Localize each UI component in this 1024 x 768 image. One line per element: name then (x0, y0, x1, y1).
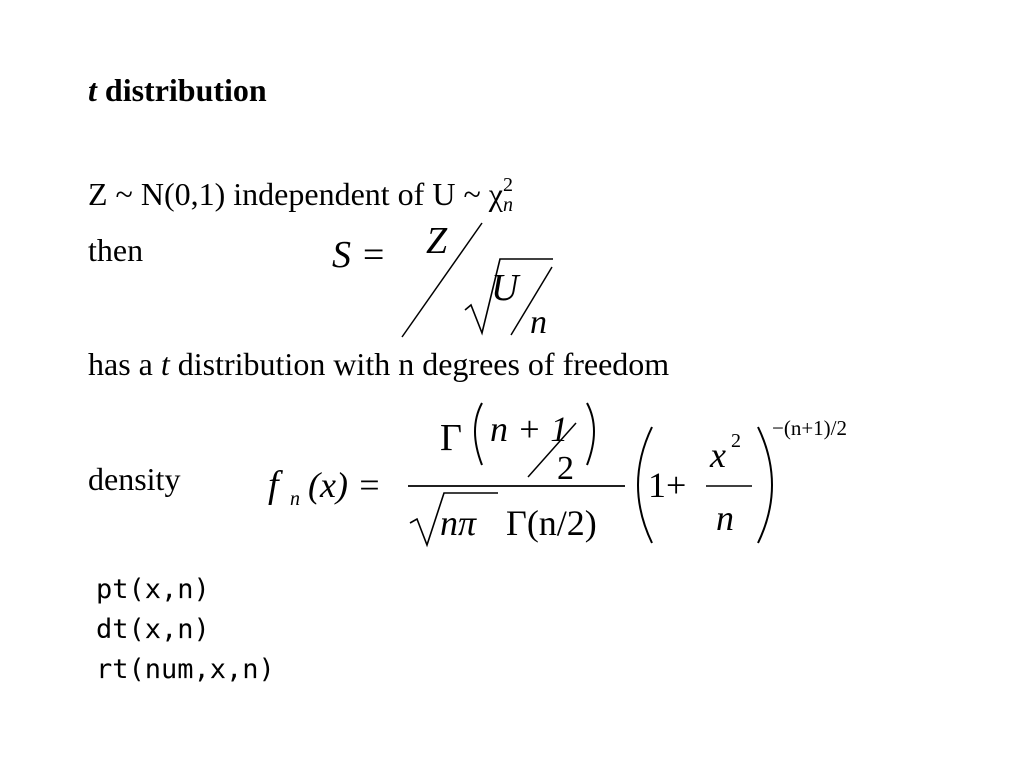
chi-subscript: n (502, 194, 513, 216)
chi-superscript: 2 (502, 174, 513, 196)
definition-line (88, 174, 513, 217)
page-title (88, 72, 267, 109)
s-formula (320, 215, 570, 345)
density-f: f (268, 464, 279, 506)
big-right-paren (758, 427, 772, 543)
top-denominator: 2 (557, 450, 574, 487)
sqrt-argument: nπ (440, 503, 477, 543)
r-code-block (96, 570, 275, 690)
gamma-numerator-symbol: Γ (440, 417, 462, 459)
x-exponent: 2 (731, 430, 741, 452)
left-paren-top (475, 403, 482, 465)
density-label: density (88, 461, 181, 497)
density-formula (260, 395, 880, 555)
s-inner-denominator: n (530, 304, 547, 341)
n-denominator: n (716, 498, 734, 538)
right-paren-top (587, 403, 594, 465)
s-inner-numerator: U (491, 267, 519, 309)
description-line (88, 346, 669, 383)
one-plus: 1+ (648, 465, 687, 505)
title-t: t (88, 72, 97, 108)
code-line-pt: pt(x,n) (96, 574, 210, 605)
description-pre: has a (88, 346, 161, 382)
s-lhs: S = (332, 234, 387, 276)
description-post: distribution with n degrees of freedom (169, 346, 670, 382)
then-label: then (88, 232, 144, 268)
definition-text: Z ~ N(0,1) independent of U ~ (88, 176, 489, 212)
x-variable: x (710, 435, 726, 475)
density-arg: (x) = (308, 465, 382, 505)
title-rest: distribution (96, 72, 267, 108)
code-line-rt: rt(num,x,n) (96, 654, 275, 685)
density-f-sub: n (290, 488, 300, 510)
s-numerator: Z (426, 220, 448, 262)
power-exponent: −(n+1)/2 (772, 416, 848, 440)
top-numerator: n + 1 (490, 409, 569, 449)
code-line-dt: dt(x,n) (96, 614, 210, 645)
chi-symbol: χ (488, 176, 503, 212)
description-t: t (160, 346, 170, 382)
gamma-denominator: Γ(n/2) (506, 503, 597, 543)
